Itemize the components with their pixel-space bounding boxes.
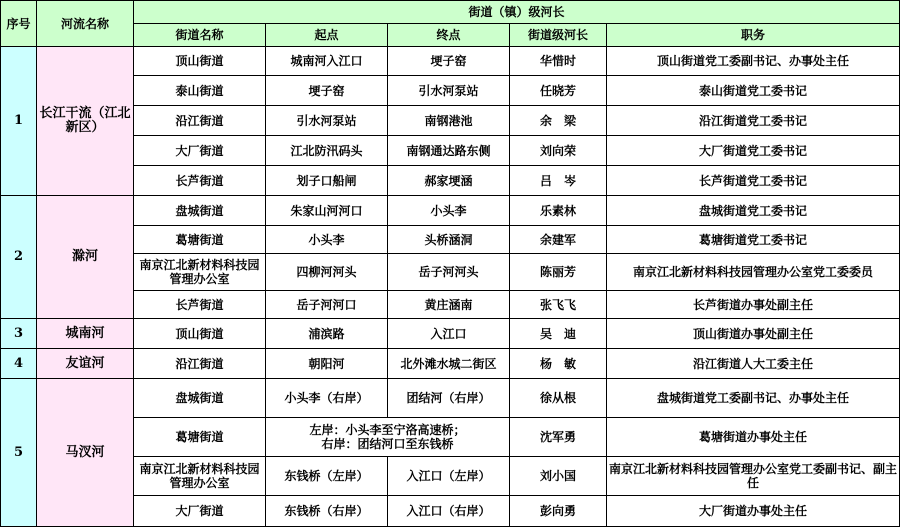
table-row [1,379,900,418]
duty: 沿江街道人大工委主任 [607,349,900,379]
duty: 南京江北新材料科技园管理办公室党工委副书记、副主任 [607,457,900,496]
start-point: 引水河泵站 [266,106,388,136]
header-end: 终点 [388,24,510,47]
start-point: 小头李（右岸） [266,379,388,418]
header-start: 起点 [266,24,388,47]
table-row [1,166,900,196]
table-row [1,349,900,379]
header-chief: 街道级河长 [510,24,607,47]
river-name: 滁河 [37,196,134,319]
end-point: 北外滩水城二街区 [388,349,510,379]
table-row [1,319,900,349]
street-name: 泰山街道 [134,76,266,106]
start-point: 城南河入江口 [266,47,388,76]
end-point: 引水河泵站 [388,76,510,106]
header-duty: 职务 [607,24,900,47]
chief-name: 徐从根 [510,379,607,418]
span-range-right: 右岸：团结河口至东钱桥 [321,437,454,451]
chief-name: 华惜时 [510,47,607,76]
end-point: 埂子窑 [388,47,510,76]
chief-name: 陈丽芳 [510,254,607,291]
start-point: 划子口船闸 [266,166,388,196]
street-name: 盘城街道 [134,196,266,226]
duty: 大厂街道办事处主任 [607,496,900,527]
row-number: 5 [1,379,37,527]
start-point: 东钱桥（右岸） [266,496,388,527]
chief-name: 任晓芳 [510,76,607,106]
street-name: 沿江街道 [134,106,266,136]
table-row [1,76,900,106]
street-name: 顶山街道 [134,47,266,76]
end-point: 岳子河河头 [388,254,510,291]
row-number: 4 [1,349,37,379]
street-name: 顶山街道 [134,319,266,349]
end-point: 南钢通达路东侧 [388,136,510,166]
chief-name: 沈军勇 [510,418,607,457]
duty: 南京江北新材料科技园管理办公室党工委委员 [607,254,900,291]
street-name: 大厂街道 [134,496,266,527]
chief-name: 杨 敏 [510,349,607,379]
start-point: 朱家山河河口 [266,196,388,226]
end-point: 小头李 [388,196,510,226]
duty: 盘城街道党工委书记 [607,196,900,226]
table-row [1,418,900,457]
duty: 长芦街道办事处副主任 [607,291,900,319]
header-street: 街道名称 [134,24,266,47]
table-row [1,254,900,291]
street-name: 葛塘街道 [134,418,266,457]
start-point: 小头李 [266,226,388,254]
chief-name: 余建军 [510,226,607,254]
river-name: 马汊河 [37,379,134,527]
duty: 顶山街道办事处副主任 [607,319,900,349]
chief-name: 乐素林 [510,196,607,226]
end-point: 头桥涵洞 [388,226,510,254]
span-range [266,418,510,457]
start-point: 朝阳河 [266,349,388,379]
street-name: 南京江北新材料科技园管理办公室 [134,457,266,496]
river-name: 长江干流（江北新区） [37,47,134,196]
start-point: 四柳河河头 [266,254,388,291]
end-point: 南钢港池 [388,106,510,136]
chief-name: 吴 迪 [510,319,607,349]
street-name: 南京江北新材料科技园管理办公室 [134,254,266,291]
street-name: 长芦街道 [134,166,266,196]
duty: 沿江街道党工委书记 [607,106,900,136]
river-name: 城南河 [37,319,134,349]
start-point: 江北防汛码头 [266,136,388,166]
duty: 泰山街道党工委书记 [607,76,900,106]
table-row [1,291,900,319]
span-range-left: 左岸：小头李至宁洛高速桥； [309,423,466,437]
table-row [1,47,900,76]
table-row [1,106,900,136]
duty: 顶山街道党工委副书记、办事处主任 [607,47,900,76]
end-point: 入江口（左岸） [388,457,510,496]
row-number: 1 [1,47,37,196]
chief-name: 刘向荣 [510,136,607,166]
start-point: 浦滨路 [266,319,388,349]
end-point: 黄庄涵南 [388,291,510,319]
end-point: 郝家埂涵 [388,166,510,196]
table-row [1,136,900,166]
street-name: 大厂街道 [134,136,266,166]
end-point: 团结河（右岸） [388,379,510,418]
chief-name: 吕 岑 [510,166,607,196]
duty: 葛塘街道党工委书记 [607,226,900,254]
header-seq: 序号 [1,1,37,47]
row-number: 3 [1,319,37,349]
duty: 盘城街道党工委副书记、办事处主任 [607,379,900,418]
duty: 长芦街道党工委书记 [607,166,900,196]
start-point: 岳子河河口 [266,291,388,319]
street-name: 盘城街道 [134,379,266,418]
chief-name: 张飞飞 [510,291,607,319]
start-point: 东钱桥（左岸） [266,457,388,496]
end-point: 入江口 [388,319,510,349]
chief-name: 彭向勇 [510,496,607,527]
start-point: 埂子窑 [266,76,388,106]
street-name: 葛塘街道 [134,226,266,254]
river-name: 友谊河 [37,349,134,379]
table-row [1,457,900,496]
header-river: 河流名称 [37,1,134,47]
street-name: 沿江街道 [134,349,266,379]
duty: 大厂街道党工委书记 [607,136,900,166]
table-row [1,496,900,527]
row-number: 2 [1,196,37,319]
header-group: 街道（镇）级河长 [134,1,900,24]
table-row [1,196,900,226]
table-body [1,47,900,527]
duty: 葛塘街道办事处主任 [607,418,900,457]
chief-name: 刘小国 [510,457,607,496]
end-point: 入江口（右岸） [388,496,510,527]
chief-name: 余 梁 [510,106,607,136]
street-name: 长芦街道 [134,291,266,319]
table-row [1,226,900,254]
